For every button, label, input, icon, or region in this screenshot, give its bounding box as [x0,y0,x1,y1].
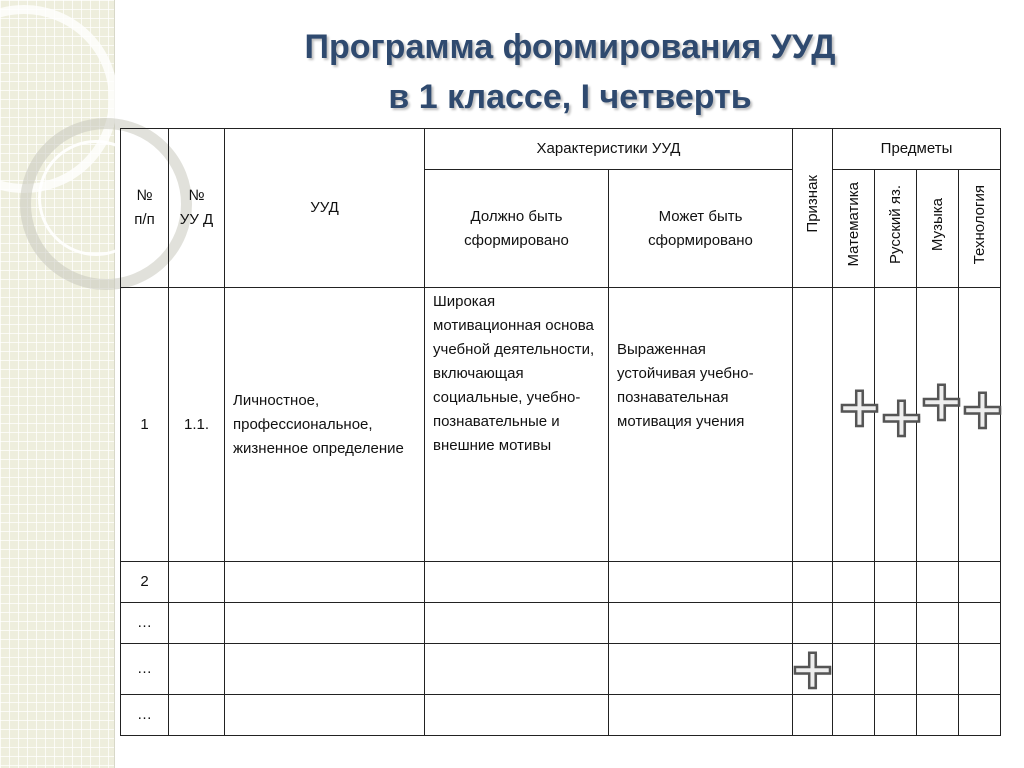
empty-cell [425,603,609,644]
row-subject-russian [875,288,925,562]
empty-cell [833,695,875,736]
header-sign: Признак [803,175,821,233]
empty-cell [917,603,959,644]
row-subject-math [833,288,883,562]
empty-cell [793,562,833,603]
row-number: … [121,603,169,644]
header-subject-math-cell [833,170,875,288]
header-uud: УУД [225,129,425,288]
row-must-be-formed: Широкая мотивационная основа учебной деятельности, включающая социальные, учебно-познавательные и внешние мотивы [425,288,609,562]
row-number: … [121,695,169,736]
empty-cell [225,695,425,736]
empty-cell [917,644,959,695]
table-row [121,695,1001,736]
empty-cell [609,562,793,603]
header-row-number: № п/п [121,129,169,288]
empty-cell [425,562,609,603]
plus-mark: + [959,377,1006,442]
plus-mark: + [789,637,836,702]
header-must-be-formed: Должно быть сформировано [425,170,609,288]
plus-mark: + [918,369,965,434]
empty-cell [225,603,425,644]
empty-cell [875,644,917,695]
header-subject-russian: Русский яз. [886,185,904,264]
header-uud-number: № УУ Д [169,129,225,288]
row-sign [793,288,833,562]
header-subject-russian-cell [875,170,917,288]
slide-title-line-1: Программа формирования УУД [304,28,836,66]
empty-cell [609,603,793,644]
table-row [121,562,1001,603]
header-subjects: Предметы [833,129,1001,170]
empty-cell [225,562,425,603]
empty-cell [833,562,875,603]
empty-cell [225,644,425,695]
empty-cell [917,695,959,736]
row-uud-number: 1.1. [169,288,225,562]
uud-program-table [120,128,1006,736]
empty-cell [169,644,225,695]
slide-title-line-2: в 1 классе, I четверть [388,78,752,116]
empty-cell [917,562,959,603]
row-may-be-formed: Выраженная устойчивая учебно-познавательная мотивация учения [609,288,793,562]
empty-cell [959,644,1001,695]
empty-cell [875,695,917,736]
row-subject-tech [959,288,1006,562]
empty-cell [609,644,793,695]
empty-cell [875,603,917,644]
row-number: 1 [121,288,169,562]
decorative-side-strip [0,0,115,768]
table-row [121,603,1001,644]
header-may-be-formed: Может быть сформировано [609,170,793,288]
table-row [121,288,1001,562]
empty-cell [833,603,875,644]
header-subject-music-cell [917,170,959,288]
row-subject-music [917,288,965,562]
plus-mark: + [836,375,883,440]
header-characteristics: Характеристики УУД [425,129,793,170]
empty-cell [959,695,1001,736]
row-sign [789,637,836,702]
empty-cell [875,562,917,603]
empty-cell [609,695,793,736]
row-number: … [121,644,169,695]
empty-cell [169,695,225,736]
header-subject-music: Музыка [928,197,946,252]
empty-cell [425,644,609,695]
row-uud: Личностное, профессиональное, жизненное определение [225,288,425,562]
empty-cell [959,562,1001,603]
table-row [121,644,1001,695]
header-sign-cell [793,129,833,288]
header-subject-math: Математика [844,182,862,267]
row-number: 2 [121,562,169,603]
header-subject-tech-cell [959,170,1001,288]
plus-mark: + [878,385,925,450]
empty-cell [425,695,609,736]
empty-cell [959,603,1001,644]
header-subject-tech: Технология [970,184,988,265]
empty-cell [833,644,875,695]
empty-cell [169,603,225,644]
empty-cell [169,562,225,603]
